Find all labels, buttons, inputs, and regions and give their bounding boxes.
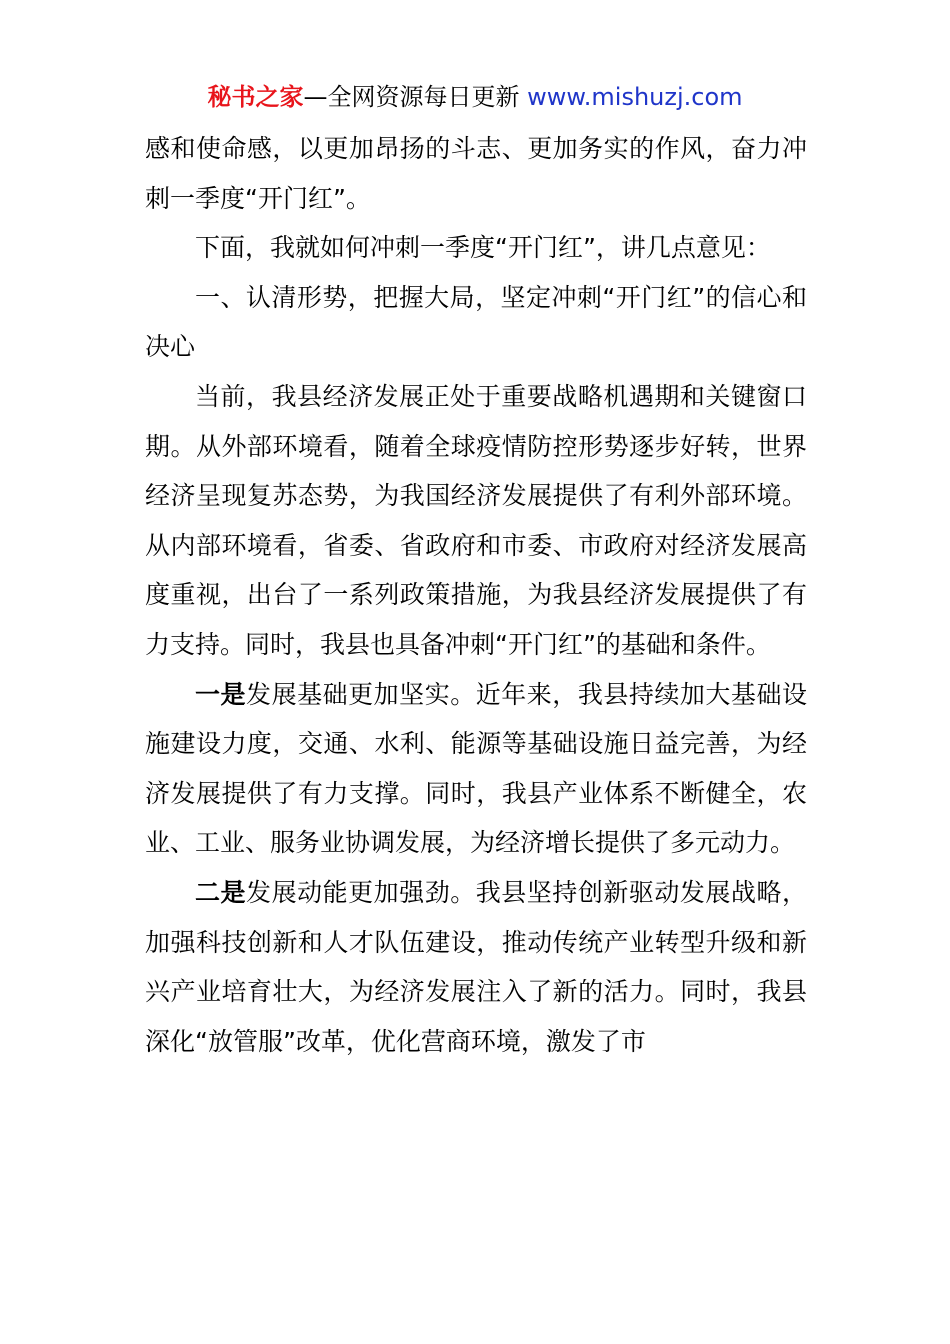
paragraph-point-1	[145, 670, 807, 868]
point-2-lead: 二是	[195, 877, 247, 907]
document-body	[145, 124, 807, 1066]
paragraph-point-2	[145, 868, 807, 1066]
section-heading-1: 一、认清形势，把握大局，坚定冲刺“开门红”的信心和决心	[145, 282, 807, 362]
point-2-body: 发展动能更加强劲。我县坚持创新驱动发展战略，加强科技创新和人才队伍建设，推动传统产业转型升级和新兴产业培育壮大，为经济发展注入了新的活力。同时，我县深化“放管服”改革，优化营商环境，激发了市	[145, 877, 807, 1056]
header-tagline: —全网资源每日更新	[303, 83, 528, 111]
paragraph-intro: 下面，我就如何冲刺一季度“开门红”，讲几点意见：	[195, 233, 771, 263]
header-brand: 秘书之家	[207, 83, 304, 111]
point-1-lead: 一是	[195, 679, 247, 709]
page-header	[0, 80, 950, 114]
paragraph-situation: 当前，我县经济发展正处于重要战略机遇期和关键窗口期。从外部环境看，随着全球疫情防控形势逐步好转，世界经济呈现复苏态势，为我国经济发展提供了有利外部环境。从内部环境看，省委、省政府和市委、市政府对经济发展高度重视，出台了一系列政策措施，为我县经济发展提供了有力支持。同时，我县也具备冲刺“开门红”的基础和条件。	[145, 381, 807, 659]
header-url-link[interactable]: www.mishuzj.com	[527, 83, 743, 111]
paragraph-continuation: 感和使命感，以更加昂扬的斗志、更加务实的作风，奋力冲刺一季度“开门红”。	[145, 134, 807, 213]
point-1-body: 发展基础更加坚实。近年来，我县持续加大基础设施建设力度，交通、水利、能源等基础设施日益完善，为经济发展提供了有力支撑。同时，我县产业体系不断健全，农业、工业、服务业协调发展，为经济增长提供了多元动力。	[145, 679, 807, 858]
